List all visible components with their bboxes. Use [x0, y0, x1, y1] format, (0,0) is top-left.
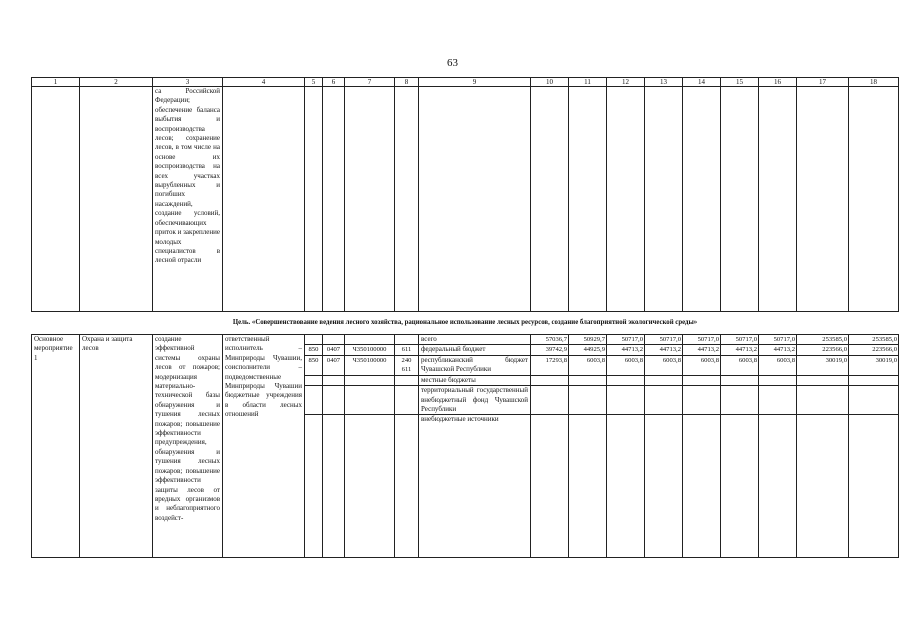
- funding-source: местные бюджеты: [419, 375, 531, 385]
- code-cell: [305, 375, 323, 385]
- goal-row: [32, 312, 899, 335]
- value-cell: 6003,8: [569, 355, 607, 375]
- code-cell: 0407: [323, 345, 345, 355]
- code-cell: [345, 375, 395, 385]
- funding-source: федеральный бюджет: [419, 345, 531, 355]
- code-cell: [395, 415, 419, 558]
- header-col: 5: [305, 78, 323, 87]
- event-name: Основное мероприятие 1: [32, 335, 80, 558]
- value-cell: 6003,8: [645, 355, 683, 375]
- event-target: создание эффективной системы охраны лесов от пожаров; модернизация материально-технической базы обнаружения и тушения лесных пожаров; повышение эффективности предупреждения, обнаружения и тушения лесных пожаров; повышение эффективности защиты лесов от вредных организмов и неблагоприятного воздейст-: [153, 335, 223, 558]
- value-cell: 44713,2: [607, 345, 645, 355]
- table-row: [32, 335, 899, 345]
- value-cell: 50717,0: [645, 335, 683, 345]
- value-cell: 50717,0: [607, 335, 645, 345]
- value-cell: [607, 375, 645, 385]
- value-cell: 253585,0: [849, 335, 899, 345]
- value-cell: [683, 386, 721, 415]
- header-col: 2: [80, 78, 153, 87]
- value-cell: [607, 386, 645, 415]
- header-col: 1: [32, 78, 80, 87]
- page-number: 63: [447, 57, 458, 69]
- funding-source: всего: [419, 335, 531, 345]
- code-cell: [395, 375, 419, 385]
- value-cell: 44925,9: [569, 345, 607, 355]
- header-col: 10: [531, 78, 569, 87]
- value-cell: 223566,0: [849, 345, 899, 355]
- code-cell: 0407: [323, 355, 345, 375]
- code-cell: 240 611: [395, 355, 419, 375]
- header-col: 6: [323, 78, 345, 87]
- value-cell: 39742,9: [531, 345, 569, 355]
- value-cell: 17293,8: [531, 355, 569, 375]
- header-col: 17: [797, 78, 849, 87]
- header-col: 18: [849, 78, 899, 87]
- value-cell: 50717,0: [721, 335, 759, 345]
- value-cell: 50929,7: [569, 335, 607, 345]
- code-cell: [345, 386, 395, 415]
- value-cell: [645, 375, 683, 385]
- value-cell: [797, 415, 849, 558]
- code-cell: 850: [305, 345, 323, 355]
- header-col: 11: [569, 78, 607, 87]
- header-col: 4: [223, 78, 305, 87]
- value-cell: 30019,0: [849, 355, 899, 375]
- code-cell: [345, 335, 395, 345]
- header-col: 12: [607, 78, 645, 87]
- value-cell: 6003,8: [721, 355, 759, 375]
- event-body: [32, 335, 899, 558]
- value-cell: [759, 386, 797, 415]
- value-cell: [531, 415, 569, 558]
- value-cell: 6003,8: [683, 355, 721, 375]
- value-cell: [797, 386, 849, 415]
- header-row: [32, 78, 899, 87]
- value-cell: 57036,7: [531, 335, 569, 345]
- code-cell: [395, 386, 419, 415]
- value-cell: [759, 375, 797, 385]
- code-cell: 611: [395, 345, 419, 355]
- value-cell: 6003,8: [607, 355, 645, 375]
- value-cell: [721, 415, 759, 558]
- header-col: 3: [153, 78, 223, 87]
- value-cell: 6003,8: [759, 355, 797, 375]
- event-title: Охрана и защита лесов: [80, 335, 153, 558]
- value-cell: [721, 386, 759, 415]
- value-cell: [849, 386, 899, 415]
- value-cell: [569, 375, 607, 385]
- code-cell: [323, 335, 345, 345]
- code-cell: [395, 335, 419, 345]
- funding-source: внебюджетные источники: [419, 415, 531, 558]
- code-cell: [305, 415, 323, 558]
- value-cell: 44713,2: [759, 345, 797, 355]
- code-cell: Ч350100000: [345, 355, 395, 375]
- value-cell: [759, 415, 797, 558]
- value-cell: 30019,0: [797, 355, 849, 375]
- code-cell: [345, 415, 395, 558]
- value-cell: 223566,0: [797, 345, 849, 355]
- continuation-text: са Российской Федерации; обеспечение баланса выбытия и воспроизводства лесов; сохранение лесов, в том числе на основе их воспроизводства на всех участках вырубленных и погибших насаждений, создание условий, обеспечивающих приток и закрепление молодых специалистов в лесной отрасли: [153, 87, 223, 312]
- header-col: 8: [395, 78, 419, 87]
- value-cell: [607, 415, 645, 558]
- value-cell: [721, 375, 759, 385]
- event-executor: ответственный исполнитель – Минприроды Чувашии, соисполнители – подведомственные Минприроды Чувашии бюджетные учреждения в области лесных отношений: [223, 335, 305, 558]
- code-cell: 850: [305, 355, 323, 375]
- code-cell: [323, 386, 345, 415]
- value-cell: 253585,0: [797, 335, 849, 345]
- value-cell: [849, 415, 899, 558]
- value-cell: [797, 375, 849, 385]
- header-col: 13: [645, 78, 683, 87]
- value-cell: [849, 375, 899, 385]
- code-cell: [323, 415, 345, 558]
- value-cell: [645, 386, 683, 415]
- code-cell: [305, 335, 323, 345]
- code-cell: [323, 375, 345, 385]
- value-cell: [531, 375, 569, 385]
- value-cell: [569, 415, 607, 558]
- value-cell: 44713,2: [645, 345, 683, 355]
- header-col: 16: [759, 78, 797, 87]
- header-col: 7: [345, 78, 395, 87]
- program-table: [31, 77, 899, 558]
- header-col: 9: [419, 78, 531, 87]
- value-cell: [569, 386, 607, 415]
- value-cell: 50717,0: [683, 335, 721, 345]
- code-cell: Ч350100000: [345, 345, 395, 355]
- header-col: 14: [683, 78, 721, 87]
- code-cell: [305, 386, 323, 415]
- value-cell: 50717,0: [759, 335, 797, 345]
- value-cell: 44713,2: [683, 345, 721, 355]
- goal-text: Цель. «Совершенствование ведения лесного хозяйства, рациональное использование лесных ресурсов, создание благоприятной экологической среды»: [32, 312, 899, 335]
- header-col: 15: [721, 78, 759, 87]
- value-cell: [531, 386, 569, 415]
- value-cell: [683, 375, 721, 385]
- continuation-row: [32, 87, 899, 312]
- value-cell: 44713,2: [721, 345, 759, 355]
- value-cell: [683, 415, 721, 558]
- funding-source: территориальный государственный внебюджетный фонд Чувашской Республики: [419, 386, 531, 415]
- funding-source: республиканский бюджет Чувашской Республики: [419, 355, 531, 375]
- value-cell: [645, 415, 683, 558]
